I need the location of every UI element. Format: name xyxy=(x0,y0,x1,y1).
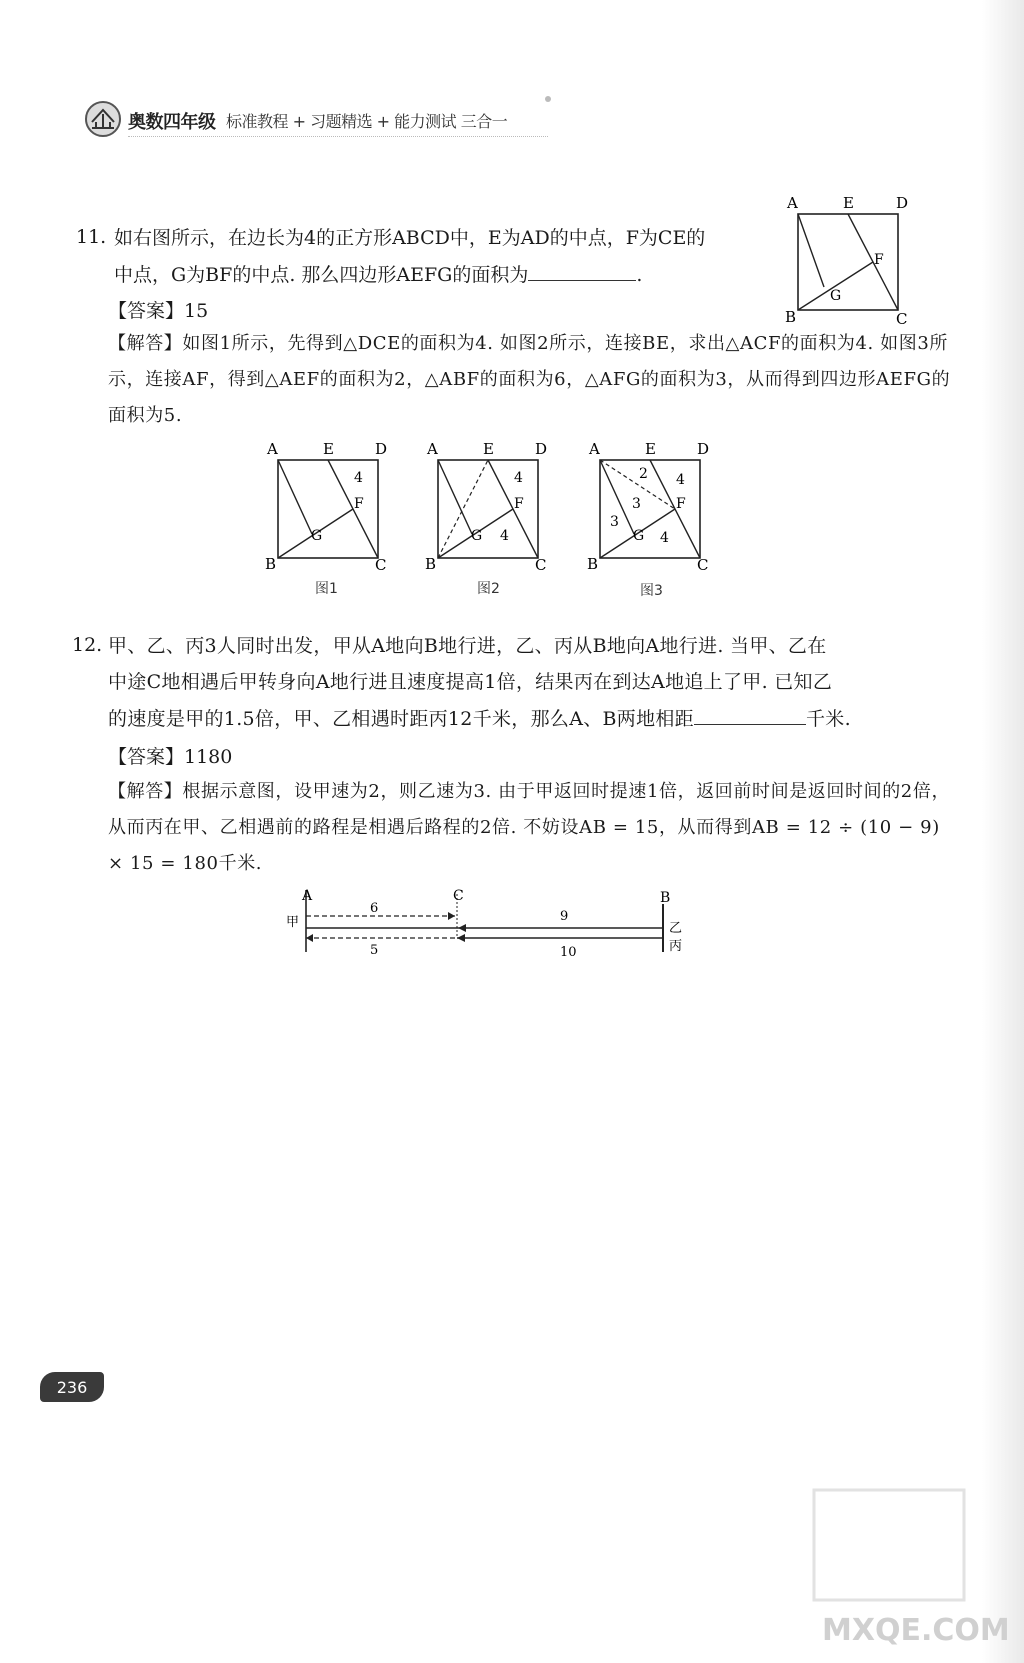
figure-1 xyxy=(262,436,397,581)
figure-1-caption: 图1 xyxy=(315,581,338,597)
header-title: 奥数四年级 xyxy=(128,112,216,133)
diagram-label-a: A xyxy=(302,888,313,904)
q11-answer-blank xyxy=(528,262,636,281)
fig1-area-label: 4 xyxy=(354,470,363,486)
diagram-seg-bottom-left: 5 xyxy=(370,943,379,958)
label-b: B xyxy=(785,308,797,326)
fig1-label-d: D xyxy=(375,440,388,458)
page-number: 236 xyxy=(56,1378,88,1397)
fig3-label-d: D xyxy=(697,440,710,458)
fig3-label-b: B xyxy=(587,555,599,573)
fig3-label-a: A xyxy=(589,440,600,458)
q12-line3 xyxy=(108,706,851,731)
q12-solution: 【解答】根据示意图，设甲速为2，则乙速为3. 由于甲返回时提速1倍，返回前时间是返回时间的2倍，从而丙在甲、乙相遇前的路程是相遇后路程的2倍. 不妨设AB = 15，从而得到AB = 12 ÷ (10 − 9) × 15 = 180千米. xyxy=(108,781,951,874)
q12-answer-blank xyxy=(694,706,806,725)
watermark-logo xyxy=(804,1490,1010,1650)
figure-2 xyxy=(422,436,557,581)
fig1-label-c: C xyxy=(375,556,387,574)
fig3-area-label-2: 4 xyxy=(676,472,685,488)
fig1-label-a: A xyxy=(267,440,278,458)
label-d: D xyxy=(896,194,909,212)
fig2-label-a: A xyxy=(427,440,438,458)
fig3-label-f: F xyxy=(676,496,686,512)
fig2-label-d: D xyxy=(535,440,548,458)
header-dot xyxy=(545,96,551,102)
diagram-label-yi: 乙 xyxy=(669,921,683,936)
fig1-label-b: B xyxy=(265,555,277,573)
q12-answer: 【答案】1180 xyxy=(108,746,233,768)
q11-main-figure xyxy=(780,190,930,335)
header-rule xyxy=(128,136,548,137)
diagram-seg-bottom-right: 10 xyxy=(560,945,577,960)
fig2-label-b: B xyxy=(425,555,437,573)
q12-number: 12. xyxy=(72,634,103,656)
diagram-label-bing: 丙 xyxy=(669,939,683,954)
fig2-label-e: E xyxy=(483,440,494,458)
q11-line2 xyxy=(114,262,642,287)
label-g: G xyxy=(830,288,842,304)
q11-line2-end: . xyxy=(636,264,643,286)
fig3-label-g: G xyxy=(633,528,645,544)
label-f: F xyxy=(874,252,884,268)
figure-2-caption: 图2 xyxy=(477,581,500,597)
fig3-area-label-1: 2 xyxy=(639,466,648,482)
diagram-seg-ac: 6 xyxy=(370,901,379,916)
fig3-label-c: C xyxy=(697,556,709,574)
figure-3 xyxy=(584,436,719,581)
q12-line1: 甲、乙、丙3人同时出发，甲从A地向B地行进，乙、丙从B地向A地行进. 当甲、乙在 xyxy=(108,635,827,657)
diagram-label-jia: 甲 xyxy=(286,915,300,930)
fig1-label-g: G xyxy=(311,528,323,544)
fig1-label-f: F xyxy=(354,496,364,512)
fig2-area-label-1: 4 xyxy=(514,470,523,486)
page-header xyxy=(84,96,554,142)
q12-line-diagram xyxy=(280,886,700,966)
fig3-area-label-5: 4 xyxy=(660,530,669,546)
label-e: E xyxy=(843,194,854,212)
fig3-label-e: E xyxy=(645,440,656,458)
watermark-text: MXQE.COM xyxy=(822,1613,1010,1648)
q11-answer: 【答案】15 xyxy=(108,300,209,322)
q12-line3-text: 的速度是甲的1.5倍，甲、乙相遇时距丙12千米，那么A、B两地相距 xyxy=(108,708,694,730)
fig2-label-c: C xyxy=(535,556,547,574)
diagram-label-c: C xyxy=(453,888,464,904)
label-c: C xyxy=(896,310,908,328)
q11-solution: 【解答】如图1所示，先得到△DCE的面积为4. 如图2所示，连接BE，求出△ACF的面积为4. 如图3所示，连接AF，得到△AEF的面积为2，△ABF的面积为6，△AFG的面积为3，从而得到四边形AEFG的面积为5. xyxy=(108,333,951,426)
page-edge-shadow xyxy=(982,0,1024,1663)
q11-number: 11. xyxy=(76,226,107,248)
fig2-label-g: G xyxy=(471,528,483,544)
fig3-area-label-4: 3 xyxy=(610,514,619,530)
q12-line3-end: 千米. xyxy=(805,708,851,730)
book-logo-icon xyxy=(84,100,122,138)
q12-line2: 中途C地相遇后甲转身向A地行进且速度提高1倍，结果丙在到达A地追上了甲. 已知乙 xyxy=(108,671,833,693)
q11-line2-text: 中点，G为BF的中点. 那么四边形AEFG的面积为 xyxy=(114,264,529,286)
diagram-label-b: B xyxy=(660,890,671,906)
diagram-seg-cb: 9 xyxy=(560,909,569,924)
label-a: A xyxy=(787,194,798,212)
fig1-label-e: E xyxy=(323,440,334,458)
header-subtitle: 标准教程 + 习题精选 + 能力测试 三合一 xyxy=(226,112,508,131)
q11-line1: 如右图所示，在边长为4的正方形ABCD中，E为AD的中点，F为CE的 xyxy=(114,227,706,249)
fig2-area-label-2: 4 xyxy=(500,528,509,544)
fig3-area-label-3: 3 xyxy=(632,496,641,512)
figure-3-caption: 图3 xyxy=(640,583,663,599)
fig2-label-f: F xyxy=(514,496,524,512)
